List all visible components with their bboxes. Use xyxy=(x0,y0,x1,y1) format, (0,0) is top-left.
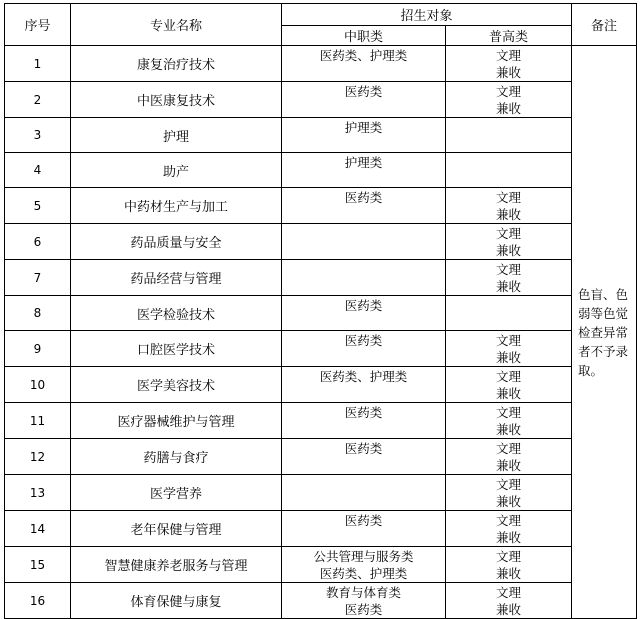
major-cell: 药品质量与安全 xyxy=(71,224,282,260)
vocational-line: 医药类 xyxy=(344,84,383,99)
general-line: 兼收 xyxy=(496,602,522,617)
major-cell: 医疗器械维护与管理 xyxy=(71,403,282,439)
vocational-line: 医药类、护理类 xyxy=(319,566,408,581)
major-cell: 体育保健与康复 xyxy=(71,583,282,619)
table-row xyxy=(5,475,637,511)
vocational-cell xyxy=(282,547,446,583)
major-cell: 医学检验技术 xyxy=(71,296,282,331)
header-major: 专业名称 xyxy=(71,4,282,46)
major-cell: 智慧健康养老服务与管理 xyxy=(71,547,282,583)
general-line: 文理 xyxy=(496,226,522,241)
remark-text xyxy=(578,285,630,380)
vocational-line: 医药类 xyxy=(344,333,383,348)
general-cell xyxy=(446,475,572,511)
table-row xyxy=(5,439,637,475)
major-cell: 中药材生产与加工 xyxy=(71,188,282,224)
general-cell xyxy=(446,82,572,118)
seq-cell: 5 xyxy=(5,188,71,224)
general-line: 文理 xyxy=(496,405,522,420)
general-line: 文理 xyxy=(496,441,522,456)
remark-line: 者不予录 xyxy=(578,343,629,359)
major-cell: 护理 xyxy=(71,118,282,153)
major-cell: 老年保健与管理 xyxy=(71,511,282,547)
table-row xyxy=(5,547,637,583)
major-cell: 药膳与食疗 xyxy=(71,439,282,475)
seq-cell: 7 xyxy=(5,260,71,296)
table-row xyxy=(5,82,637,118)
remark-line: 检查异常 xyxy=(578,324,629,340)
major-cell: 医学美容技术 xyxy=(71,367,282,403)
table-row xyxy=(5,46,637,82)
general-line: 兼收 xyxy=(496,386,522,401)
general-cell xyxy=(446,224,572,260)
general-cell xyxy=(446,153,572,188)
major-cell: 医学营养 xyxy=(71,475,282,511)
vocational-cell xyxy=(282,331,446,367)
vocational-line: 护理类 xyxy=(344,155,383,170)
major-cell: 药品经营与管理 xyxy=(71,260,282,296)
general-line: 兼收 xyxy=(496,243,522,258)
major-cell: 康复治疗技术 xyxy=(71,46,282,82)
header-general: 普高类 xyxy=(446,26,572,46)
general-line: 文理 xyxy=(496,48,522,63)
general-line: 兼收 xyxy=(496,350,522,365)
vocational-line: 医药类 xyxy=(344,513,383,528)
vocational-cell xyxy=(282,118,446,153)
vocational-line: 公共管理与服务类 xyxy=(313,549,414,564)
seq-cell: 14 xyxy=(5,511,71,547)
vocational-cell xyxy=(282,188,446,224)
vocational-line: 教育与体育类 xyxy=(325,585,401,600)
general-line: 兼收 xyxy=(496,494,522,509)
general-line: 文理 xyxy=(496,513,522,528)
general-line: 兼收 xyxy=(496,566,522,581)
general-line: 兼收 xyxy=(496,101,522,116)
table-body xyxy=(5,46,637,619)
vocational-cell xyxy=(282,367,446,403)
major-cell: 助产 xyxy=(71,153,282,188)
general-cell xyxy=(446,583,572,619)
table-row xyxy=(5,118,637,153)
seq-cell: 12 xyxy=(5,439,71,475)
general-cell xyxy=(446,331,572,367)
seq-cell: 4 xyxy=(5,153,71,188)
table-row xyxy=(5,224,637,260)
general-line: 兼收 xyxy=(496,458,522,473)
table-row xyxy=(5,331,637,367)
vocational-cell xyxy=(282,82,446,118)
general-line: 文理 xyxy=(496,190,522,205)
vocational-line: 医药类、护理类 xyxy=(319,369,408,384)
seq-cell: 6 xyxy=(5,224,71,260)
general-cell xyxy=(446,367,572,403)
general-line: 文理 xyxy=(496,262,522,277)
vocational-cell xyxy=(282,511,446,547)
vocational-line: 医药类 xyxy=(344,405,383,420)
seq-cell: 11 xyxy=(5,403,71,439)
vocational-cell xyxy=(282,296,446,331)
header-seq: 序号 xyxy=(5,4,71,46)
vocational-cell xyxy=(282,260,446,296)
vocational-cell xyxy=(282,583,446,619)
table-row xyxy=(5,188,637,224)
general-line: 兼收 xyxy=(496,207,522,222)
general-line: 文理 xyxy=(496,369,522,384)
seq-cell: 8 xyxy=(5,296,71,331)
table-row xyxy=(5,367,637,403)
seq-cell: 9 xyxy=(5,331,71,367)
remark-line: 取。 xyxy=(578,362,604,378)
remark-cell xyxy=(572,46,637,619)
major-cell: 中医康复技术 xyxy=(71,82,282,118)
seq-cell: 15 xyxy=(5,547,71,583)
table-row xyxy=(5,296,637,331)
seq-cell: 10 xyxy=(5,367,71,403)
general-line: 文理 xyxy=(496,585,522,600)
general-line: 文理 xyxy=(496,333,522,348)
general-cell xyxy=(446,46,572,82)
table-row xyxy=(5,403,637,439)
general-cell xyxy=(446,511,572,547)
general-cell xyxy=(446,260,572,296)
admission-table xyxy=(4,3,637,619)
vocational-line: 医药类 xyxy=(344,441,383,456)
general-cell xyxy=(446,547,572,583)
general-cell xyxy=(446,403,572,439)
general-cell xyxy=(446,118,572,153)
major-cell: 口腔医学技术 xyxy=(71,331,282,367)
table-row xyxy=(5,260,637,296)
general-line: 文理 xyxy=(496,84,522,99)
vocational-line: 医药类 xyxy=(344,190,383,205)
vocational-cell xyxy=(282,224,446,260)
seq-cell: 2 xyxy=(5,82,71,118)
general-line: 兼收 xyxy=(496,65,522,80)
seq-cell: 16 xyxy=(5,583,71,619)
table-row xyxy=(5,583,637,619)
general-line: 兼收 xyxy=(496,422,522,437)
seq-cell: 1 xyxy=(5,46,71,82)
table-row xyxy=(5,511,637,547)
seq-cell: 13 xyxy=(5,475,71,511)
header-vocational: 中职类 xyxy=(282,26,446,46)
remark-line: 弱等色觉 xyxy=(578,305,629,321)
vocational-cell xyxy=(282,46,446,82)
general-line: 兼收 xyxy=(496,530,522,545)
vocational-line: 医药类 xyxy=(344,602,383,617)
remark-line: 色盲、色 xyxy=(578,286,629,302)
vocational-cell xyxy=(282,153,446,188)
general-cell xyxy=(446,188,572,224)
vocational-line: 医药类、护理类 xyxy=(319,48,408,63)
general-line: 文理 xyxy=(496,549,522,564)
vocational-line: 医药类 xyxy=(344,298,383,313)
general-cell xyxy=(446,296,572,331)
header-remark: 备注 xyxy=(572,4,637,46)
vocational-cell xyxy=(282,403,446,439)
vocational-cell xyxy=(282,475,446,511)
vocational-cell xyxy=(282,439,446,475)
general-cell xyxy=(446,439,572,475)
table-row xyxy=(5,153,637,188)
header-target: 招生对象 xyxy=(282,4,572,26)
general-line: 兼收 xyxy=(496,279,522,294)
vocational-line: 护理类 xyxy=(344,120,383,135)
seq-cell: 3 xyxy=(5,118,71,153)
general-line: 文理 xyxy=(496,477,522,492)
